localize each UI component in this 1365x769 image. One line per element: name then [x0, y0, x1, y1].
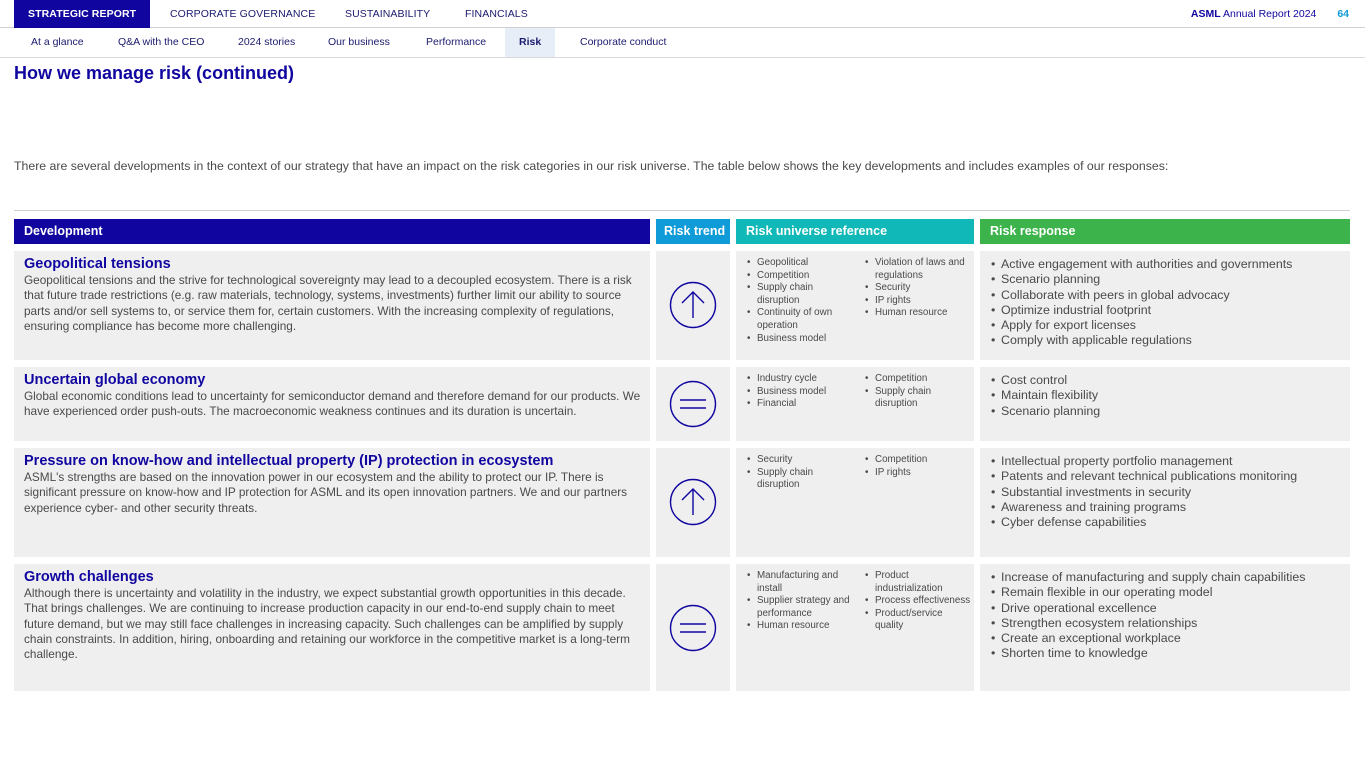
reference-cell [736, 448, 974, 557]
response-cell [980, 448, 1350, 557]
list-item: • Create an exceptional workplace [990, 631, 1305, 646]
development-text: Global economic conditions lead to uncertainty for semiconductor demand and therefore demand for our products. We have experienced order push-outs. The macroeconomic weakness continues and its duration is uncertain. [24, 389, 641, 419]
list-item: • Cyber defense capabilities [990, 515, 1297, 530]
list-item: • Strengthen ecosystem relationships [990, 616, 1305, 631]
development-text: Geopolitical tensions and the strive for technological sovereignty may lead to a decoupled ecosystem. There is a risk that future trade restrictions (e.g. raw materials, technology, systems, investments) further limit our ability to source parts and/or sell systems to, or service them for, certain customers. With the increasing complexity of regulations, ensuring compliance has become more challenging. [24, 273, 632, 333]
response-list [990, 257, 1292, 349]
up-arrow-icon [669, 281, 717, 329]
list-item: • Product/service quality [864, 608, 972, 633]
development-cell [14, 448, 650, 557]
header-risk-trend: Risk trend [656, 219, 730, 244]
list-item: • Scenario planning [990, 404, 1100, 419]
page-title: How we manage risk (continued) [14, 63, 295, 83]
list-item: • IP rights [864, 295, 972, 308]
reference-list [746, 257, 850, 345]
list-item: • Competition [864, 373, 972, 386]
report-name: Annual Report 2024 [1222, 8, 1317, 20]
response-list [990, 454, 1297, 530]
list-item: • Scenario planning [990, 272, 1292, 287]
response-cell [980, 251, 1350, 360]
list-item: • Patents and relevant technical publications monitoring [990, 469, 1297, 484]
list-item: • Supply chain disruption [864, 386, 972, 411]
page-number: 64 [1337, 8, 1349, 20]
reference-cell [736, 367, 974, 441]
list-item: • Competition [746, 270, 850, 283]
response-cell [980, 367, 1350, 441]
development-cell [14, 367, 650, 441]
development-cell [14, 564, 650, 691]
list-item: • Drive operational excellence [990, 601, 1305, 616]
list-item: • Supply chain disruption [746, 282, 850, 307]
sub-navigation [0, 28, 1365, 58]
list-item: • Substantial investments in security [990, 485, 1297, 500]
list-item: • Security [746, 454, 850, 467]
list-item: • Shorten time to knowledge [990, 646, 1305, 661]
report-brand [1191, 0, 1349, 28]
reference-list [746, 454, 850, 492]
reference-cell [736, 251, 974, 360]
equal-icon [669, 604, 717, 652]
reference-list [746, 373, 850, 411]
divider [14, 210, 1350, 211]
reference-list [864, 570, 972, 633]
reference-list [864, 257, 972, 320]
brand-name: ASML [1190, 8, 1221, 20]
list-item: • Financial [746, 398, 850, 411]
list-item: • IP rights [864, 467, 972, 480]
response-list [990, 373, 1100, 419]
list-item: • Optimize industrial footprint [990, 303, 1292, 318]
subtab-corporate-conduct[interactable]: Corporate conduct [580, 36, 667, 48]
development-text: Although there is uncertainty and volatility in the industry, we expect substantial growth opportunities in this decade. That brings challenges. We are continuing to increase production capacity in our end-to-end supply chain to meet future demand, but we may still face challenges in increasing capacity. Such challenges can be amplified by supply chain constraints. In addition, hiring, onboarding and retaining our workforce in the competitive market is a long-term challenge. [24, 586, 630, 662]
list-item: • Collaborate with peers in global advocacy [990, 288, 1292, 303]
reference-cell [736, 564, 974, 691]
intro-text: There are several developments in the context of our strategy that have an impact on the risk categories in our risk universe. The table below shows the key developments and includes examples of our responses: [14, 159, 1169, 173]
response-cell [980, 564, 1350, 691]
subtab-our-business[interactable]: Our business [328, 36, 390, 48]
header-risk-universe-reference: Risk universe reference [736, 219, 974, 244]
list-item: • Industry cycle [746, 373, 850, 386]
development-cell [14, 251, 650, 360]
list-item: • Active engagement with authorities and governments [990, 257, 1292, 272]
header-risk-response: Risk response [980, 219, 1350, 244]
list-item: • Violation of laws and regulations [864, 257, 972, 282]
list-item: • Geopolitical [746, 257, 850, 270]
top-navigation [0, 0, 1365, 28]
trend-cell [656, 448, 730, 557]
trend-cell [656, 251, 730, 360]
list-item: • Continuity of own operation [746, 307, 850, 332]
reference-list [864, 373, 972, 411]
list-item: • Intellectual property portfolio management [990, 454, 1297, 469]
list-item: • Business model [746, 386, 850, 399]
list-item: • Maintain flexibility [990, 388, 1100, 403]
subtab-performance[interactable]: Performance [426, 36, 487, 48]
list-item: • Cost control [990, 373, 1100, 388]
trend-cell [656, 564, 730, 691]
subtab-qa-ceo[interactable]: Q&A with the CEO [118, 36, 205, 48]
reference-list [746, 570, 850, 633]
subtab-2024-stories[interactable]: 2024 stories [238, 36, 296, 48]
list-item: • Remain flexible in our operating model [990, 585, 1305, 600]
development-title: Growth challenges [24, 569, 154, 585]
equal-icon [669, 380, 717, 428]
list-item: • Security [864, 282, 972, 295]
up-arrow-icon [669, 478, 717, 526]
list-item: • Supply chain disruption [746, 467, 850, 492]
reference-list [864, 454, 972, 479]
header-development: Development [14, 219, 650, 244]
tab-financials[interactable]: FINANCIALS [465, 8, 528, 20]
development-title: Geopolitical tensions [24, 256, 171, 272]
development-title: Uncertain global economy [24, 372, 206, 388]
development-text: ASML's strengths are based on the innovation power in our ecosystem and the ability to protect our IP. There is significant pressure on know-how and IP protection for ASML and its open innovation partners. We and our partners experience cyber- and other security threats. [24, 470, 628, 515]
list-item: • Awareness and training programs [990, 500, 1297, 515]
list-item: • Human resource [864, 307, 972, 320]
list-item: • Apply for export licenses [990, 318, 1292, 333]
tab-sustainability[interactable]: SUSTAINABILITY [345, 8, 431, 20]
list-item: • Product industrialization [864, 570, 972, 595]
list-item: • Human resource [746, 620, 850, 633]
tab-strategic-report[interactable]: STRATEGIC REPORT [14, 0, 150, 28]
subtab-at-a-glance[interactable]: At a glance [31, 36, 84, 48]
development-title: Pressure on know-how and intellectual property (IP) protection in ecosystem [24, 453, 554, 469]
list-item: • Supplier strategy and performance [746, 595, 850, 620]
list-item: • Manufacturing and install [746, 570, 850, 595]
response-list [990, 570, 1305, 662]
list-item: • Competition [864, 454, 972, 467]
tab-corporate-governance[interactable]: CORPORATE GOVERNANCE [170, 8, 316, 20]
list-item: • Increase of manufacturing and supply chain capabilities [990, 570, 1305, 585]
trend-cell [656, 367, 730, 441]
subtab-risk[interactable]: Risk [505, 28, 555, 57]
list-item: • Business model [746, 333, 850, 346]
list-item: • Process effectiveness [864, 595, 972, 608]
list-item: • Comply with applicable regulations [990, 333, 1292, 348]
